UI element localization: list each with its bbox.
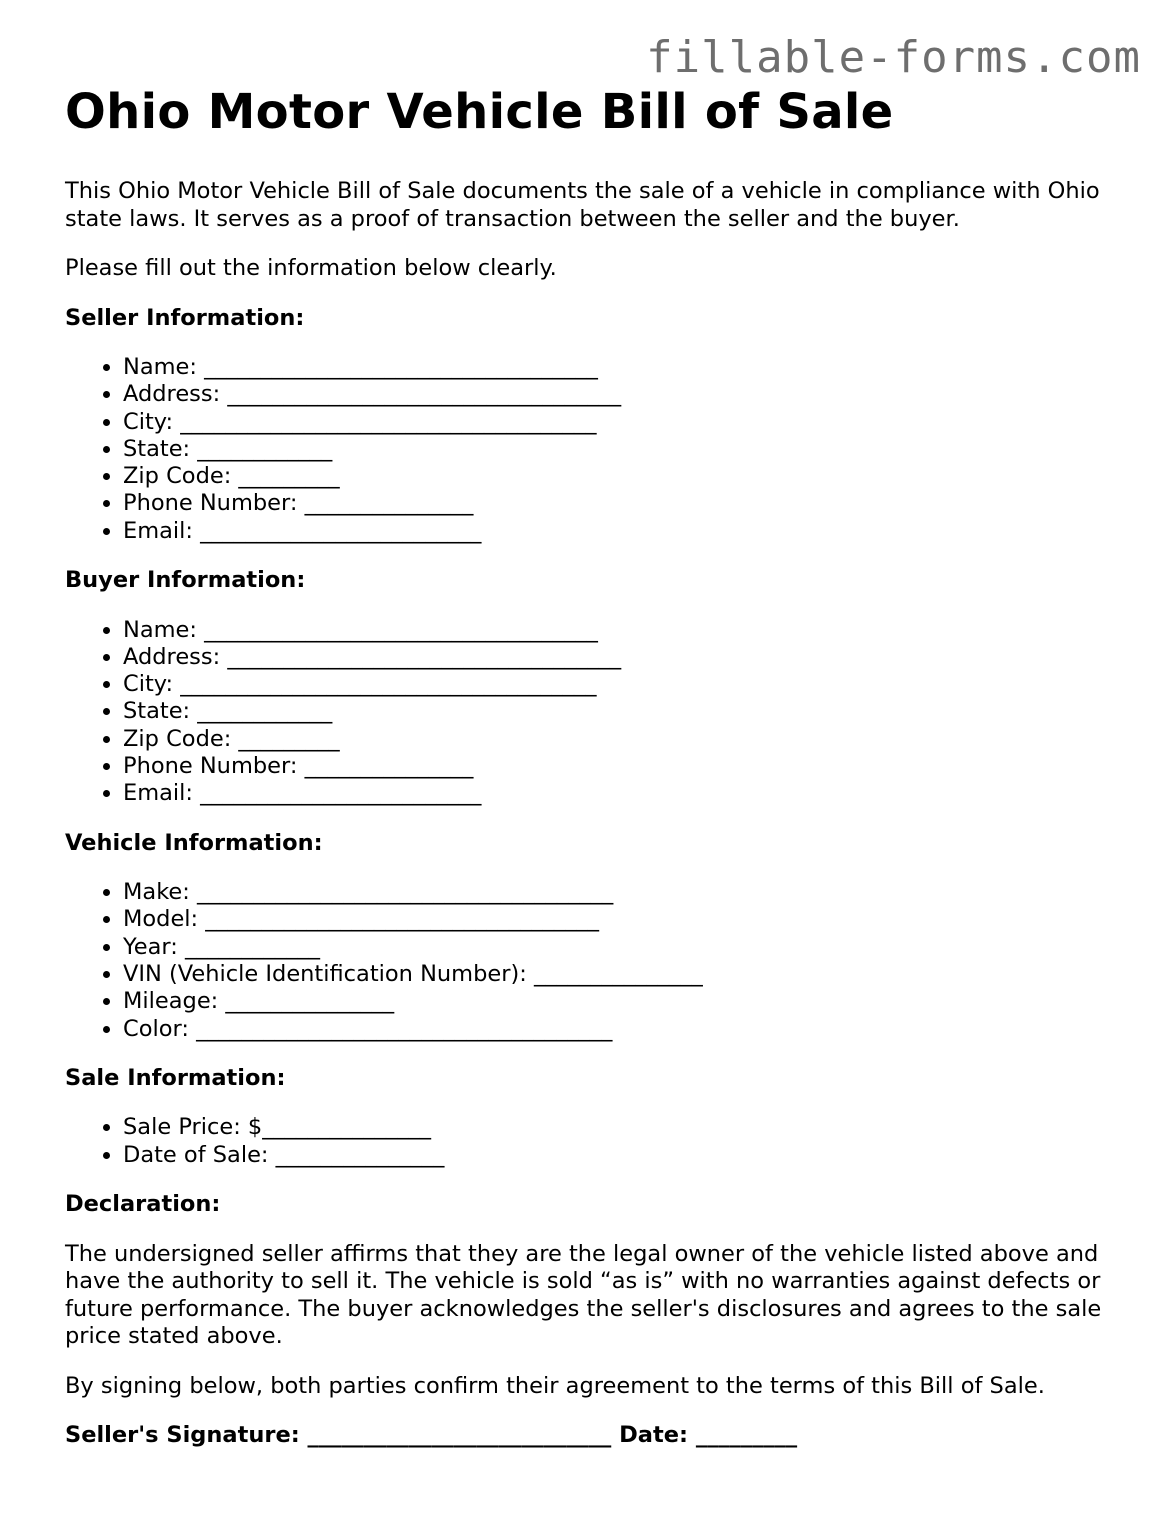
vehicle-year-field[interactable]: • Year: ____________ (123, 934, 1125, 961)
vehicle-mileage-field[interactable]: • Mileage: _______________ (123, 988, 1125, 1015)
document-body (65, 84, 1125, 1450)
page-title: Ohio Motor Vehicle Bill of Sale (65, 84, 894, 140)
declaration-heading: Declaration: (65, 1191, 221, 1218)
seller-zip-field[interactable]: • Zip Code: _________ (123, 463, 1125, 490)
vehicle-vin-field[interactable]: • VIN (Vehicle Identification Number): _______________ (123, 961, 1125, 988)
seller-signature-line[interactable]: Seller's Signature: ___________________________ Date: _________ (65, 1422, 798, 1449)
agreement-paragraph: By signing below, both parties confirm their agreement to the terms of this Bill of Sale. (65, 1372, 1045, 1399)
buyer-section-heading: Buyer Information: (65, 567, 306, 594)
vehicle-color-field[interactable]: • Color: _____________________________________ (123, 1016, 1125, 1043)
seller-email-field[interactable]: • Email: _________________________ (123, 518, 1125, 545)
buyer-zip-field[interactable]: • Zip Code: _________ (123, 726, 1125, 753)
vehicle-section-heading: Vehicle Information: (65, 829, 323, 856)
buyer-field-list (65, 617, 1125, 808)
intro-paragraph: This Ohio Motor Vehicle Bill of Sale documents the sale of a vehicle in compliance with Ohio state laws. It serves as a proof of transaction between the seller and the buyer. (65, 178, 1100, 232)
buyer-state-field[interactable]: • State: ____________ (123, 698, 1125, 725)
watermark: fillable-forms.com (646, 32, 1141, 83)
buyer-email-field[interactable]: • Email: _________________________ (123, 780, 1125, 807)
declaration-paragraph: The undersigned seller affirms that they are the legal owner of the vehicle listed above and have the authority to sell it. The vehicle is sold “as is” with no warranties against defects or future performance. The buyer acknowledges the seller's disclosures and agrees to the sale price stated above. (65, 1240, 1102, 1350)
sale-price-field[interactable]: • Sale Price: $_______________ (123, 1114, 1125, 1141)
seller-section-heading: Seller Information: (65, 304, 305, 331)
buyer-city-field[interactable]: • City: _____________________________________ (123, 671, 1125, 698)
seller-state-field[interactable]: • State: ____________ (123, 436, 1125, 463)
vehicle-make-field[interactable]: • Make: _____________________________________ (123, 879, 1125, 906)
buyer-name-field[interactable]: • Name: ___________________________________ (123, 617, 1125, 644)
sale-section-heading: Sale Information: (65, 1064, 286, 1091)
seller-address-field[interactable]: • Address: ___________________________________ (123, 381, 1125, 408)
seller-field-list (65, 354, 1125, 545)
seller-city-field[interactable]: • City: _____________________________________ (123, 409, 1125, 436)
seller-phone-field[interactable]: • Phone Number: _______________ (123, 490, 1125, 517)
seller-name-field[interactable]: • Name: ___________________________________ (123, 354, 1125, 381)
sale-field-list (65, 1114, 1125, 1169)
instructions-paragraph: Please fill out the information below clearly. (65, 255, 557, 281)
sale-date-field[interactable]: • Date of Sale: _______________ (123, 1142, 1125, 1169)
buyer-address-field[interactable]: • Address: ___________________________________ (123, 644, 1125, 671)
vehicle-model-field[interactable]: • Model: ___________________________________ (123, 906, 1125, 933)
buyer-phone-field[interactable]: • Phone Number: _______________ (123, 753, 1125, 780)
vehicle-field-list (65, 879, 1125, 1043)
